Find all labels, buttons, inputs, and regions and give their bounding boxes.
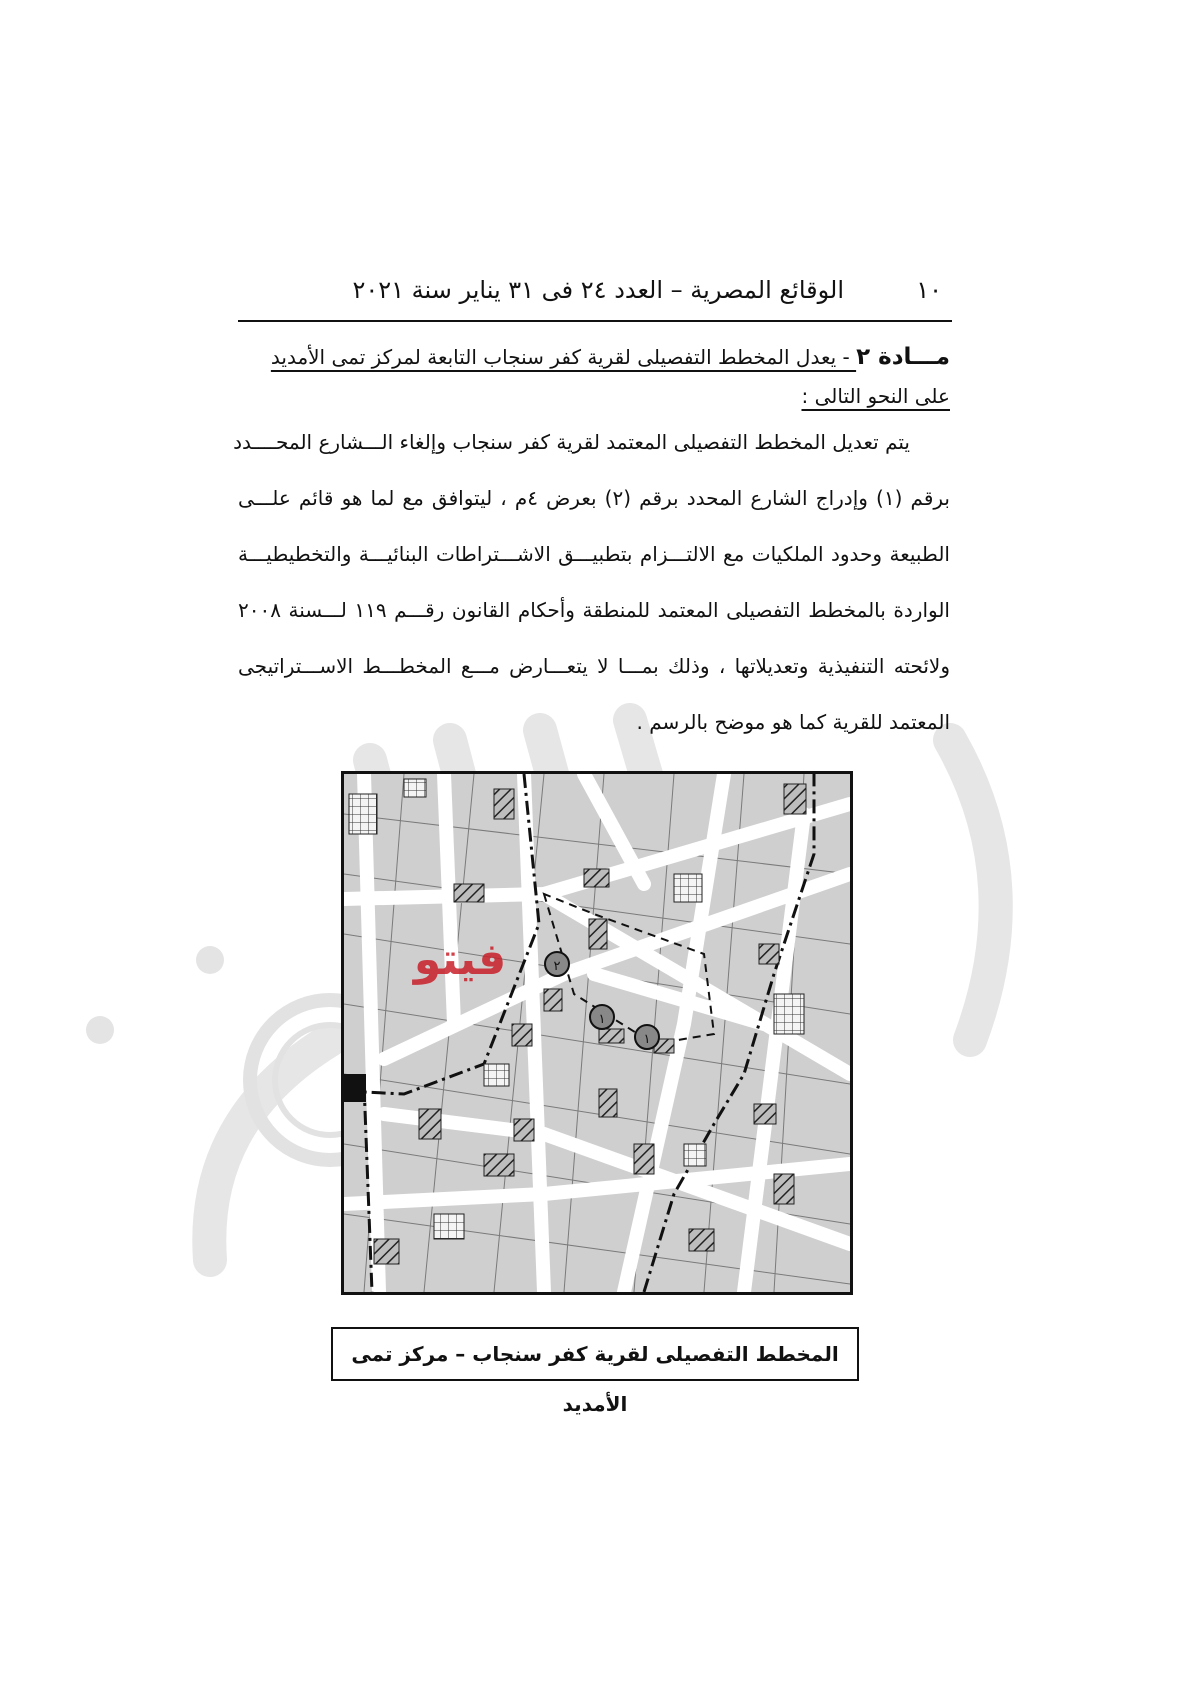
body-line: الطبيعة وحدود الملكيات مع الالتـــزام بتطبيـــق الاشـــتراطات البنائيـــة والتخطيطيـــة — [238, 542, 950, 566]
map-caption: المخطط التفصيلى لقرية كفر سنجاب – مركز تمى الأمديد — [331, 1327, 859, 1381]
page-header — [238, 272, 952, 322]
article-label: مـــادة ٢ — [856, 344, 950, 370]
body-line: ولائحته التنفيذية وتعديلاتها ، وذلك بمـــا لا يتعـــارض مـــع المخطـــط الاســـتراتيجى — [238, 654, 950, 678]
article-text-2: على النحو التالى : — [801, 384, 950, 408]
map-drawing — [344, 774, 850, 1292]
article-line-2 — [801, 384, 950, 408]
marker-label: ١ — [598, 1012, 606, 1027]
marker-label: ١ — [643, 1032, 651, 1047]
body-line: يتم تعديل المخطط التفصيلى المعتمد لقرية كفر سنجاب وإلغاء الـــشارع المحــــدد — [233, 430, 910, 454]
body-line: برقم (١) وإدراج الشارع المحدد برقم (٢) بعرض ٤م ، ليتوافق مع لما هو قائم علـــى — [238, 486, 950, 510]
body-line: المعتمد للقرية كما هو موضح بالرسم . — [636, 710, 950, 734]
article-text-1: - يعدل المخطط التفصيلى لقرية كفر سنجاب التابعة لمركز تمى الأمديد — [270, 345, 857, 369]
fito-logo — [370, 928, 550, 988]
fito-logo-text: فيتو — [413, 934, 507, 985]
site-plan-map — [341, 771, 853, 1295]
marker-label: ٢ — [553, 959, 561, 974]
header-title: الوقائع المصرية – العدد ٢٤ فى ٣١ يناير سنة ٢٠٢١ — [352, 276, 844, 304]
page-number: ١٠ — [916, 276, 942, 304]
body-line: الواردة بالمخطط التفصيلى المعتمد للمنطقة وأحكام القانون رقـــم ١١٩ لـــسنة ٢٠٠٨ — [238, 598, 950, 622]
black-parcel — [344, 1074, 366, 1102]
article-line-1 — [271, 344, 950, 370]
